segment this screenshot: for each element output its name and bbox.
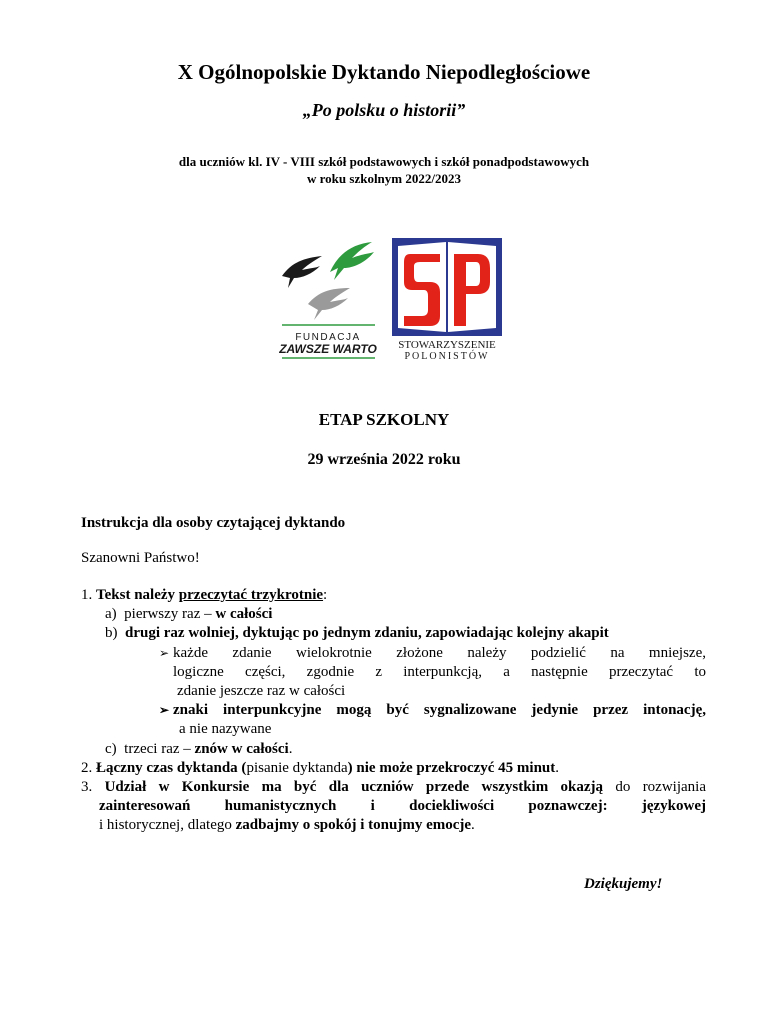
participants-info — [0, 153, 768, 187]
arrow-bullet-icon: ➢ — [159, 703, 170, 718]
event-date: 29 września 2022 roku — [307, 451, 461, 468]
list-item-1a: a) pierwszy raz – w całości — [105, 606, 273, 623]
closing-thanks: Dziękujemy! — [584, 876, 663, 892]
school-year-line: w roku szkolnym 2022/2023 — [307, 171, 461, 186]
arrow-bullet-icon: ➢ — [159, 645, 170, 660]
instruction-list — [81, 586, 706, 836]
polonistow-label: POLONISTÓW — [404, 351, 490, 362]
zawsze-warto-label: ZAWSZE WARTO — [279, 342, 377, 356]
list-item-1b-bullet-2: ➢ znaki interpunkcyjne mogą być sygnalizowane jedynie przez intonację, a nie nazywane — [159, 702, 706, 738]
fundacja-label: FUNDACJA — [295, 332, 361, 343]
list-item-2: 2. Łączny czas dyktanda (pisanie dyktanda) nie może przekroczyć 45 minut. — [81, 759, 560, 776]
list-item-1c: c) trzeci raz – znów w całości. — [105, 740, 293, 757]
swallow-green-icon — [330, 242, 374, 280]
logos-graphic — [0, 232, 768, 362]
document-subtitle: „Po polsku o historii” — [302, 100, 466, 120]
stage-heading: ETAP SZKOLNY — [318, 410, 450, 429]
instruction-heading: Instrukcja dla osoby czytającej dyktando — [81, 515, 346, 531]
participants-line: dla uczniów kl. IV - VIII szkół podstawowych i szkół ponadpodstawowych — [178, 154, 590, 169]
stowarzyszenie-polonistow-logo — [392, 238, 502, 362]
list-item-1b-bullet-1: ➢ każde zdanie wielokrotnie złożone należy podzielić na mniejsze, logiczne części, zgodnie z interpunkcją, a następnie przeczytać to zdanie jeszcze raz w całości — [159, 644, 706, 700]
swallow-gray-icon — [308, 288, 350, 320]
greeting: Szanowni Państwo! — [81, 550, 200, 566]
list-item-1b: b) drugi raz wolniej, dyktując po jednym zdaniu, zapowiadając kolejny akapit — [105, 625, 609, 642]
swallow-black-icon — [282, 256, 322, 288]
list-item-3: 3. Udział w Konkursie ma być dla uczniów przede wszystkim okazją do rozwijania zainteresowań humanistycznych i dociekliwości poznawczej: językowej i historycznej, dlatego zadbajmy o spokój i tonujmy emocje. — [81, 779, 706, 834]
logos-area — [0, 232, 768, 362]
document-title: X Ogólnopolskie Dyktando Niepodległościowe — [177, 60, 591, 84]
stowarzyszenie-label: STOWARZYSZENIE — [398, 339, 496, 351]
list-item-1: 1. Tekst należy przeczytać trzykrotnie: — [81, 587, 328, 603]
fundacja-zawsze-warto-logo — [278, 242, 377, 358]
